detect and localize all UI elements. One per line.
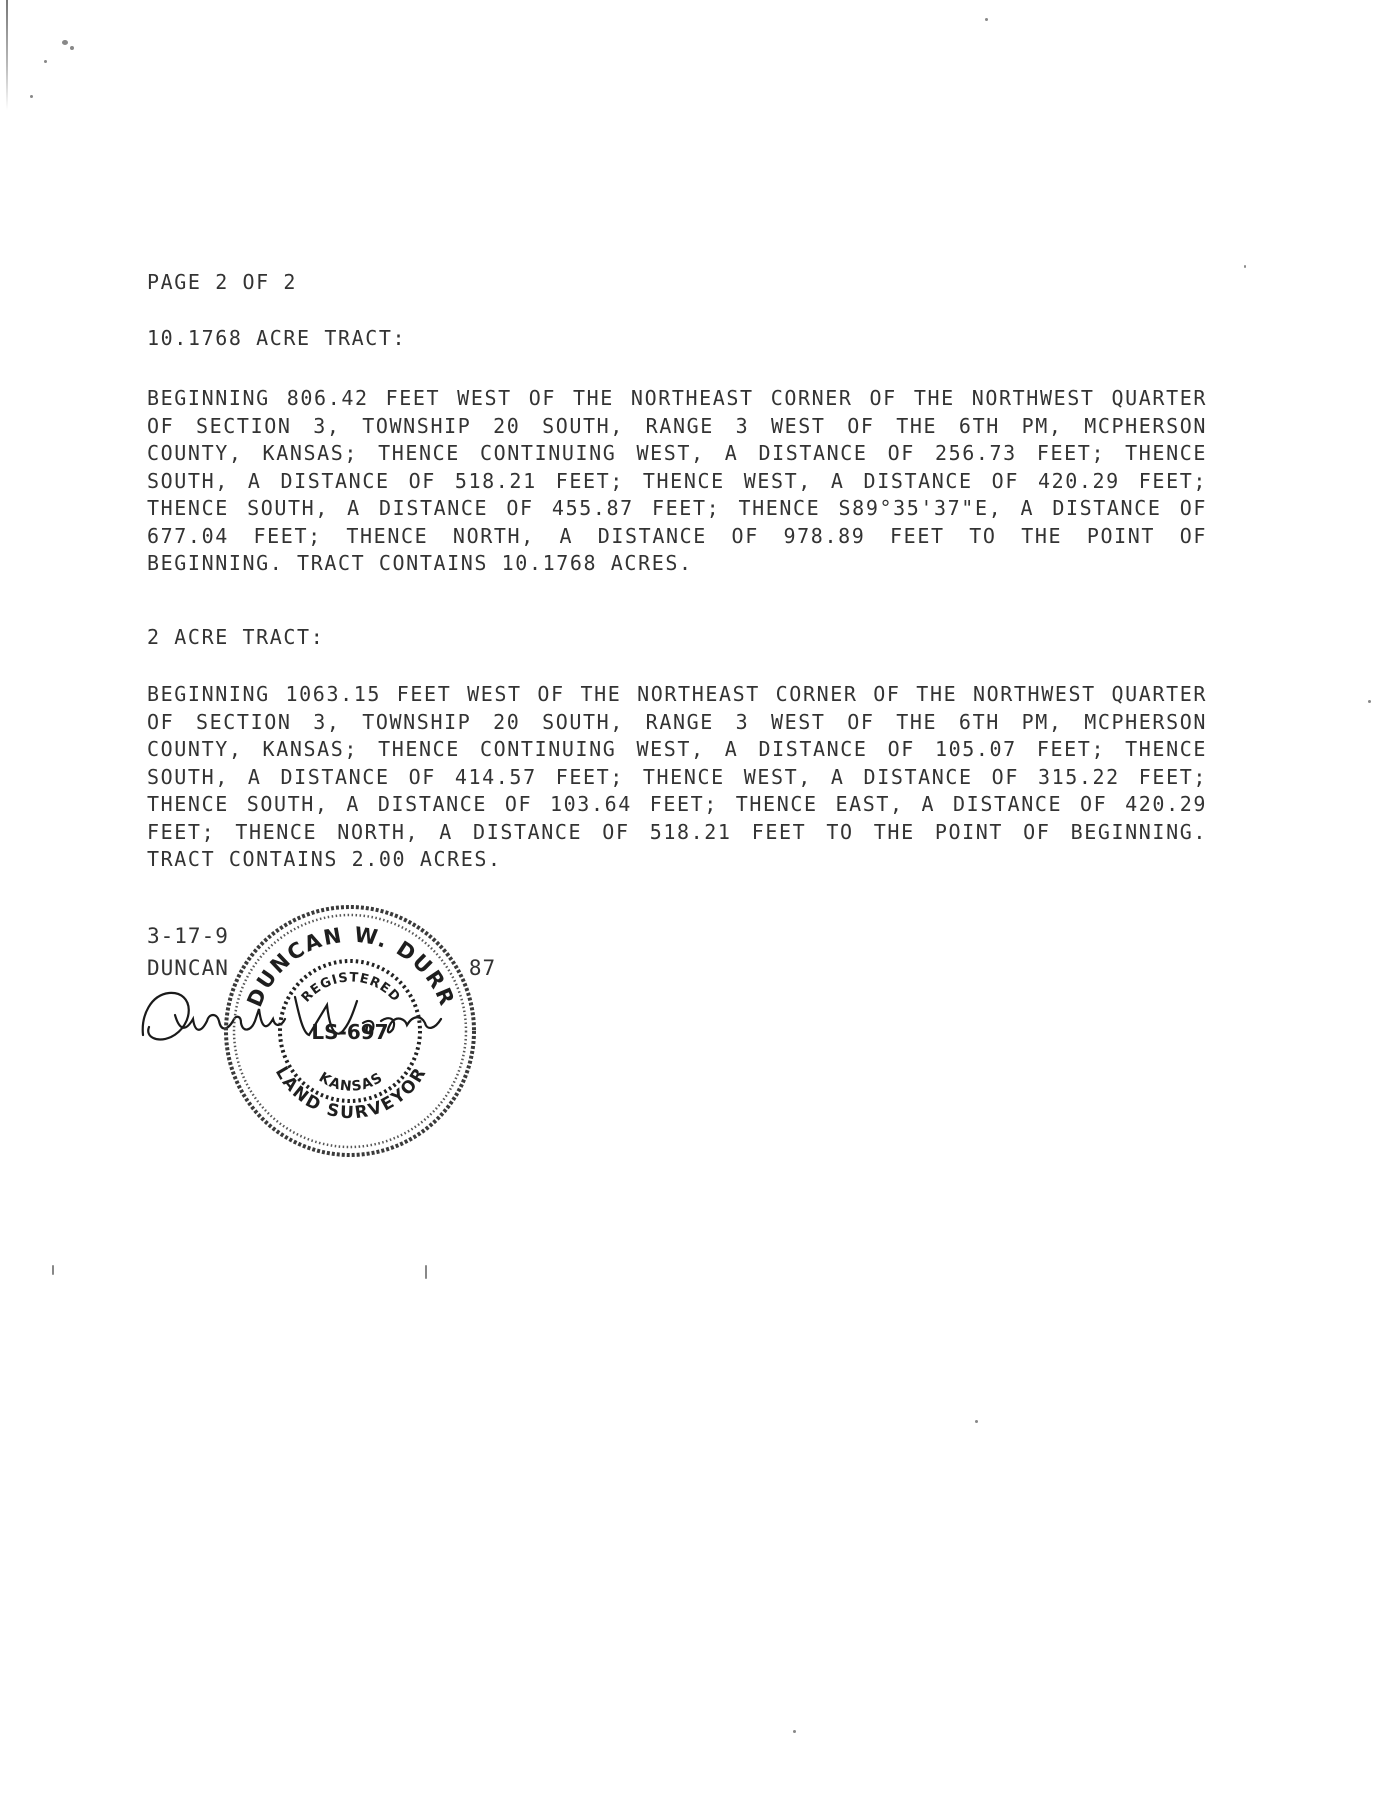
scan-speck [62, 40, 68, 45]
scan-speck [1368, 700, 1371, 703]
seal-license-number: LS-697 [311, 1020, 389, 1044]
scan-speck [793, 1730, 796, 1733]
tract1-legal-description: BEGINNING 806.42 FEET WEST OF THE NORTHEAST CORNER OF THE NORTHWEST QUARTER OF SECTION 3, TOWNSHIP 20 SOUTH, RANGE 3 WEST OF THE 6TH PM, MCPHERSON COUNTY, KANSAS; THENCE CONTINUING WEST, A DISTANCE OF 256.73 FEET; THENCE SOUTH, A DISTANCE OF 518.21 FEET; THENCE WEST, A DISTANCE OF 420.29 FEET; THENCE SOUTH, A DISTANCE OF 455.87 FEET; THENCE S89°35'37"E, A DISTANCE OF 677.04 FEET; THENCE NORTH, A DISTANCE OF 978.89 FEET TO THE POINT OF BEGINNING. TRACT CONTAINS 10.1768 ACRES. [147, 386, 1207, 575]
svg-text:REGISTERED [299, 970, 403, 1005]
page-number-label: PAGE 2 OF 2 [147, 270, 298, 294]
scan-speck [70, 46, 74, 50]
seal-bottom-text: LAND SURVEYOR [270, 1063, 432, 1124]
scan-speck [44, 60, 47, 63]
scan-speck [985, 18, 988, 21]
signature-date: 3-17-9 [147, 924, 229, 948]
scan-speck [30, 95, 33, 98]
surveyor-name: DUNCAN [147, 956, 229, 980]
seal-inner-bottom-text: KANSAS [315, 1069, 387, 1095]
seal-inner-top-text: REGISTERED [298, 970, 404, 1006]
surveyor-name-trailing: 87 [468, 956, 497, 980]
surveyor-seal [218, 897, 483, 1162]
svg-text:DUNCAN W. DURR [242, 923, 459, 1011]
tract2-legal-description: BEGINNING 1063.15 FEET WEST OF THE NORTHEAST CORNER OF THE NORTHWEST QUARTER OF SECTION 3, TOWNSHIP 20 SOUTH, RANGE 3 WEST OF THE 6TH PM, MCPHERSON COUNTY, KANSAS; THENCE CONTINUING WEST, A DISTANCE OF 105.07 FEET; THENCE SOUTH, A DISTANCE OF 414.57 FEET; THENCE WEST, A DISTANCE OF 315.22 FEET; THENCE SOUTH, A DISTANCE OF 103.64 FEET; THENCE EAST, A DISTANCE OF 420.29 FEET; THENCE NORTH, A DISTANCE OF 518.21 FEET TO THE POINT OF BEGINNING. TRACT CONTAINS 2.00 ACRES. [147, 682, 1207, 871]
svg-text:KANSAS [316, 1070, 386, 1095]
seal-top-text: DUNCAN W. DURR [242, 922, 460, 1011]
scan-speck [425, 1265, 427, 1279]
scan-speck [975, 1420, 978, 1423]
scan-edge-mark [6, 0, 8, 110]
tract1-heading: 10.1768 ACRE TRACT: [147, 326, 407, 350]
scan-speck [1244, 265, 1246, 268]
tract2-heading: 2 ACRE TRACT: [147, 625, 325, 649]
scan-speck [52, 1265, 54, 1275]
